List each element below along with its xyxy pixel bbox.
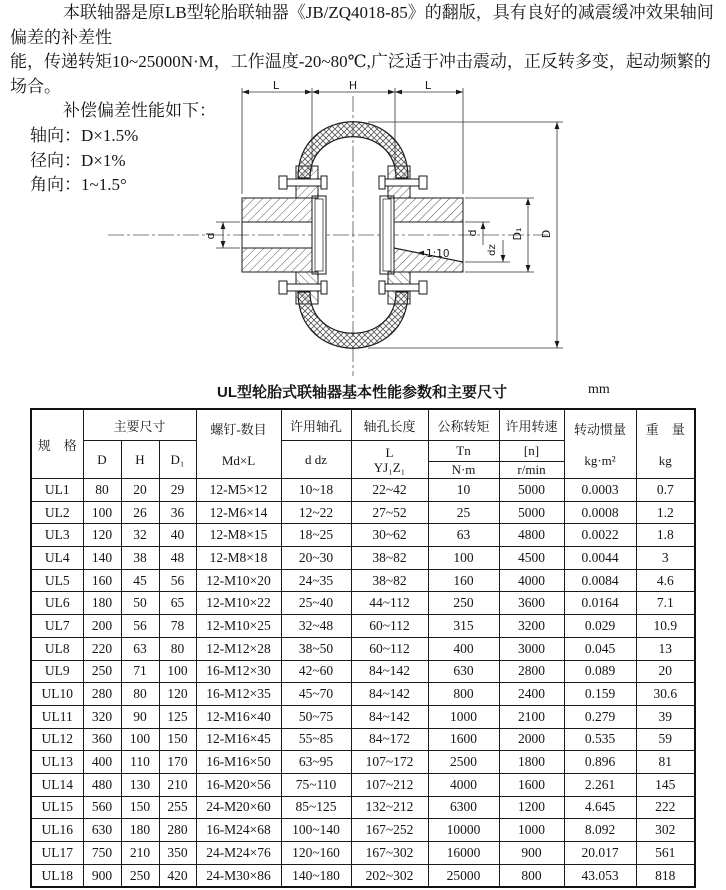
coupling-section-drawing <box>86 78 586 378</box>
table-cell: 0.535 <box>564 728 636 751</box>
table-row <box>31 819 695 842</box>
dim-label-d-left: d <box>204 232 217 240</box>
table-cell: 24~35 <box>281 569 351 592</box>
weight-unit-label: kg <box>658 452 672 468</box>
table-cell: 320 <box>83 705 121 728</box>
table-cell: 12-M12×28 <box>196 637 281 660</box>
col-header-torque: 公称转矩 <box>428 409 499 441</box>
table-cell: 40 <box>159 524 196 547</box>
table-cell: 56 <box>121 615 159 638</box>
table-cell: 10~18 <box>281 479 351 502</box>
table-cell: 7.1 <box>636 592 695 615</box>
table-cell: 32~48 <box>281 615 351 638</box>
table-cell: 45 <box>121 569 159 592</box>
col-header-screws <box>196 409 281 479</box>
table-cell: 38~82 <box>351 547 428 570</box>
table-cell: 150 <box>121 796 159 819</box>
table-cell: 1.8 <box>636 524 695 547</box>
table-cell: 12-M10×22 <box>196 592 281 615</box>
intro-radial: 径向：D×1% <box>30 150 126 170</box>
table-cell: 5000 <box>499 501 564 524</box>
table-cell: 0.896 <box>564 751 636 774</box>
dim-label-D: D <box>540 229 553 239</box>
table-cell: 12-M5×12 <box>196 479 281 502</box>
col-header-main-dims: 主要尺寸 <box>83 409 196 441</box>
table-cell: 0.0084 <box>564 569 636 592</box>
table-row <box>31 796 695 819</box>
table-cell: 10 <box>428 479 499 502</box>
inertia-label: 转动惯量 <box>573 422 626 438</box>
spec-cell: UL11 <box>31 705 83 728</box>
spec-cell: UL5 <box>31 569 83 592</box>
table-cell: 120~160 <box>281 842 351 865</box>
table-cell: 42~60 <box>281 660 351 683</box>
table-cell: 1800 <box>499 751 564 774</box>
table-cell: 85~125 <box>281 796 351 819</box>
table-cell: 130 <box>121 773 159 796</box>
table-row <box>31 751 695 774</box>
table-cell: 38~50 <box>281 637 351 660</box>
table-cell: 210 <box>159 773 196 796</box>
table-cell: 250 <box>428 592 499 615</box>
taper-label: 1:10 <box>426 248 450 260</box>
table-cell: 60~112 <box>351 615 428 638</box>
table-cell: 400 <box>83 751 121 774</box>
table-cell: 55~85 <box>281 728 351 751</box>
table-cell: 12~22 <box>281 501 351 524</box>
table-cell: 80 <box>121 683 159 706</box>
table-cell: 25000 <box>428 864 499 887</box>
spec-cell: UL12 <box>31 728 83 751</box>
screws-sub-label: Md×L <box>221 452 256 468</box>
table-cell: 16-M12×35 <box>196 683 281 706</box>
table-cell: 78 <box>159 615 196 638</box>
table-cell: 4000 <box>499 569 564 592</box>
table-row <box>31 864 695 887</box>
intro-line-1: 本联轴器是原LB型轮胎联轴器《JB/ZQ4018-85》的翻版，具有良好的减震缓冲效果轴间偏差的补差性 <box>10 3 714 47</box>
table-cell: 560 <box>83 796 121 819</box>
table-cell: 0.7 <box>636 479 695 502</box>
table-cell: 25 <box>428 501 499 524</box>
table-cell: 2100 <box>499 705 564 728</box>
dim-label-L-right: L <box>424 79 432 92</box>
table-unit: mm <box>588 382 610 397</box>
table-cell: 120 <box>83 524 121 547</box>
table-cell: 800 <box>499 864 564 887</box>
table-cell: 25~40 <box>281 592 351 615</box>
table-cell: 36 <box>159 501 196 524</box>
table-cell: 20 <box>121 479 159 502</box>
table-cell: 22~42 <box>351 479 428 502</box>
screws-label: 螺钉-数目 <box>210 422 267 438</box>
table-cell: 132~212 <box>351 796 428 819</box>
table-cell: 110 <box>121 751 159 774</box>
table-cell: 20~30 <box>281 547 351 570</box>
table-cell: 71 <box>121 660 159 683</box>
table-row <box>31 683 695 706</box>
table-cell: 45~70 <box>281 683 351 706</box>
table-cell: 20.017 <box>564 842 636 865</box>
table-cell: 4500 <box>499 547 564 570</box>
table-cell: 2400 <box>499 683 564 706</box>
table-cell: 750 <box>83 842 121 865</box>
table-cell: 3600 <box>499 592 564 615</box>
table-row <box>31 524 695 547</box>
table-cell: 48 <box>159 547 196 570</box>
table-cell: 26 <box>121 501 159 524</box>
col-header-bore: 许用轴孔 <box>281 409 351 441</box>
table-cell: 140 <box>83 547 121 570</box>
table-cell: 13 <box>636 637 695 660</box>
table-cell: 420 <box>159 864 196 887</box>
table-cell: 0.0003 <box>564 479 636 502</box>
table-row <box>31 479 695 502</box>
table-cell: 167~252 <box>351 819 428 842</box>
table-cell: 84~142 <box>351 683 428 706</box>
table-cell: 50 <box>121 592 159 615</box>
col-header-bore-len: 轴孔长度 <box>351 409 428 441</box>
table-row <box>31 569 695 592</box>
table-cell: 29 <box>159 479 196 502</box>
table-cell: 561 <box>636 842 695 865</box>
table-row <box>31 773 695 796</box>
table-cell: 84~142 <box>351 705 428 728</box>
table-cell: 2500 <box>428 751 499 774</box>
table-cell: 39 <box>636 705 695 728</box>
table-cell: 350 <box>159 842 196 865</box>
table-cell: 280 <box>159 819 196 842</box>
table-cell: 0.029 <box>564 615 636 638</box>
table-cell: 12-M8×15 <box>196 524 281 547</box>
table-cell: 1600 <box>428 728 499 751</box>
table-cell: 16000 <box>428 842 499 865</box>
table-cell: 63 <box>428 524 499 547</box>
intro-line-3: 补偿偏差性能如下： <box>63 101 216 121</box>
spec-cell: UL1 <box>31 479 83 502</box>
table-cell: 167~302 <box>351 842 428 865</box>
table-cell: 630 <box>428 660 499 683</box>
spec-cell: UL4 <box>31 547 83 570</box>
table-cell: 75~110 <box>281 773 351 796</box>
table-cell: 0.0008 <box>564 501 636 524</box>
table-cell: 900 <box>83 864 121 887</box>
spec-cell: UL6 <box>31 592 83 615</box>
spec-cell: UL7 <box>31 615 83 638</box>
table-cell: 4800 <box>499 524 564 547</box>
table-cell: 43.053 <box>564 864 636 887</box>
col-header-torque-unit: N·m <box>428 462 499 479</box>
table-cell: 12-M8×18 <box>196 547 281 570</box>
table-cell: 180 <box>83 592 121 615</box>
table-cell: 59 <box>636 728 695 751</box>
table-cell: 3 <box>636 547 695 570</box>
spec-cell: UL14 <box>31 773 83 796</box>
col-header-bore-sub: d dz <box>281 441 351 479</box>
bore-len-YJZ: YJ₁Z₁ <box>373 459 406 475</box>
table-cell: 0.089 <box>564 660 636 683</box>
table-cell: 250 <box>83 660 121 683</box>
table-cell: 1.2 <box>636 501 695 524</box>
intro-axial: 轴向：D×1.5% <box>30 125 139 145</box>
table-cell: 0.0044 <box>564 547 636 570</box>
table-cell: 100 <box>83 501 121 524</box>
table-cell: 81 <box>636 751 695 774</box>
table-cell: 800 <box>428 683 499 706</box>
table-cell: 84~142 <box>351 660 428 683</box>
table-cell: 24-M30×86 <box>196 864 281 887</box>
spec-cell: UL9 <box>31 660 83 683</box>
intro-line-2: 能，传递转矩10~25000N·M，工作温度-20~80℃,广泛适于冲击震动，正反转多变，起动频繁的场合。 <box>10 52 711 96</box>
table-row <box>31 592 695 615</box>
table-cell: 100 <box>159 660 196 683</box>
table-cell: 107~212 <box>351 773 428 796</box>
table-cell: 12-M16×45 <box>196 728 281 751</box>
table-cell: 280 <box>83 683 121 706</box>
table-cell: 222 <box>636 796 695 819</box>
table-cell: 170 <box>159 751 196 774</box>
table-cell: 160 <box>428 569 499 592</box>
table-cell: 10000 <box>428 819 499 842</box>
table-caption <box>30 381 694 402</box>
dim-label-d-right: d <box>466 229 479 237</box>
table-cell: 56 <box>159 569 196 592</box>
table-cell: 480 <box>83 773 121 796</box>
inertia-unit-label: kg·m² <box>584 452 616 468</box>
spec-cell: UL13 <box>31 751 83 774</box>
table-cell: 3200 <box>499 615 564 638</box>
col-header-bore-len-sub <box>351 441 428 479</box>
table-cell: 400 <box>428 637 499 660</box>
spec-cell: UL18 <box>31 864 83 887</box>
table-cell: 202~302 <box>351 864 428 887</box>
table-cell: 27~52 <box>351 501 428 524</box>
table-row <box>31 728 695 751</box>
table-cell: 100~140 <box>281 819 351 842</box>
table-cell: 16-M16×50 <box>196 751 281 774</box>
table-cell: 160 <box>83 569 121 592</box>
bore-len-L: L <box>385 444 394 460</box>
table-row <box>31 660 695 683</box>
table-cell: 2800 <box>499 660 564 683</box>
table-cell: 818 <box>636 864 695 887</box>
header-row-1 <box>31 409 695 441</box>
dim-label-L-left: L <box>272 79 280 92</box>
table-cell: 38~82 <box>351 569 428 592</box>
table-cell: 24-M20×60 <box>196 796 281 819</box>
table-cell: 44~112 <box>351 592 428 615</box>
table-cell: 0.045 <box>564 637 636 660</box>
col-header-weight <box>636 409 695 479</box>
spec-table <box>30 408 696 888</box>
table-cell: 302 <box>636 819 695 842</box>
table-cell: 100 <box>428 547 499 570</box>
table-cell: 84~172 <box>351 728 428 751</box>
spec-cell: UL2 <box>31 501 83 524</box>
weight-label: 重 量 <box>645 422 685 438</box>
table-cell: 145 <box>636 773 695 796</box>
table-cell: 180 <box>121 819 159 842</box>
table-cell: 4.6 <box>636 569 695 592</box>
col-header-spec: 规 格 <box>31 409 83 479</box>
table-cell: 0.0022 <box>564 524 636 547</box>
table-cell: 1200 <box>499 796 564 819</box>
table-cell: 12-M10×25 <box>196 615 281 638</box>
table-cell: 3000 <box>499 637 564 660</box>
table-cell: 50~75 <box>281 705 351 728</box>
table-cell: 18~25 <box>281 524 351 547</box>
table-cell: 0.0164 <box>564 592 636 615</box>
table-cell: 140~180 <box>281 864 351 887</box>
spec-cell: UL17 <box>31 842 83 865</box>
table-cell: 125 <box>159 705 196 728</box>
col-header-D1: D₁ <box>159 441 196 479</box>
spec-cell: UL16 <box>31 819 83 842</box>
table-cell: 16-M20×56 <box>196 773 281 796</box>
table-cell: 65 <box>159 592 196 615</box>
intro-angular: 角向：1~1.5° <box>30 175 127 195</box>
table-cell: 63 <box>121 637 159 660</box>
table-row <box>31 842 695 865</box>
table-cell: 2.261 <box>564 773 636 796</box>
spec-cell: UL8 <box>31 637 83 660</box>
table-cell: 630 <box>83 819 121 842</box>
table-cell: 16-M24×68 <box>196 819 281 842</box>
col-header-D: D <box>83 441 121 479</box>
table-cell: 38 <box>121 547 159 570</box>
table-cell: 16-M12×30 <box>196 660 281 683</box>
table-cell: 250 <box>121 864 159 887</box>
col-header-H: H <box>121 441 159 479</box>
table-cell: 20 <box>636 660 695 683</box>
dim-label-H: H <box>348 79 358 92</box>
table-cell: 12-M6×14 <box>196 501 281 524</box>
table-cell: 4.645 <box>564 796 636 819</box>
table-cell: 1000 <box>428 705 499 728</box>
table-row <box>31 501 695 524</box>
table-title: UL型轮胎式联轴器基本性能参数和主要尺寸 <box>217 384 507 401</box>
table-row <box>31 547 695 570</box>
col-header-speed-sym: [n] <box>499 441 564 462</box>
spec-cell: UL15 <box>31 796 83 819</box>
table-cell: 120 <box>159 683 196 706</box>
table-body <box>31 479 695 888</box>
table-row <box>31 637 695 660</box>
table-cell: 315 <box>428 615 499 638</box>
table-row <box>31 615 695 638</box>
table-cell: 6300 <box>428 796 499 819</box>
table-cell: 255 <box>159 796 196 819</box>
spec-cell: UL10 <box>31 683 83 706</box>
dim-label-dz: dz <box>487 244 498 256</box>
table-cell: 12-M10×20 <box>196 569 281 592</box>
table-cell: 80 <box>159 637 196 660</box>
table-cell: 900 <box>499 842 564 865</box>
table-cell: 0.279 <box>564 705 636 728</box>
table-cell: 5000 <box>499 479 564 502</box>
dim-label-D1: D₁ <box>511 227 524 241</box>
table-cell: 220 <box>83 637 121 660</box>
col-header-speed: 许用转速 <box>499 409 564 441</box>
table-cell: 360 <box>83 728 121 751</box>
table-cell: 24-M24×76 <box>196 842 281 865</box>
table-cell: 210 <box>121 842 159 865</box>
table-cell: 80 <box>83 479 121 502</box>
table-cell: 0.159 <box>564 683 636 706</box>
table-cell: 8.092 <box>564 819 636 842</box>
table-cell: 60~112 <box>351 637 428 660</box>
table-cell: 200 <box>83 615 121 638</box>
spec-cell: UL3 <box>31 524 83 547</box>
table-cell: 12-M16×40 <box>196 705 281 728</box>
table-cell: 63~95 <box>281 751 351 774</box>
table-cell: 1000 <box>499 819 564 842</box>
table-cell: 30.6 <box>636 683 695 706</box>
table-cell: 4000 <box>428 773 499 796</box>
table-cell: 150 <box>159 728 196 751</box>
col-header-torque-sym: Tn <box>428 441 499 462</box>
table-cell: 1600 <box>499 773 564 796</box>
table-cell: 107~172 <box>351 751 428 774</box>
table-row <box>31 705 695 728</box>
col-header-speed-unit: r/min <box>499 462 564 479</box>
table-cell: 30~62 <box>351 524 428 547</box>
table-cell: 90 <box>121 705 159 728</box>
col-header-inertia <box>564 409 636 479</box>
table-cell: 2000 <box>499 728 564 751</box>
table-cell: 10.9 <box>636 615 695 638</box>
table-cell: 32 <box>121 524 159 547</box>
table-cell: 100 <box>121 728 159 751</box>
